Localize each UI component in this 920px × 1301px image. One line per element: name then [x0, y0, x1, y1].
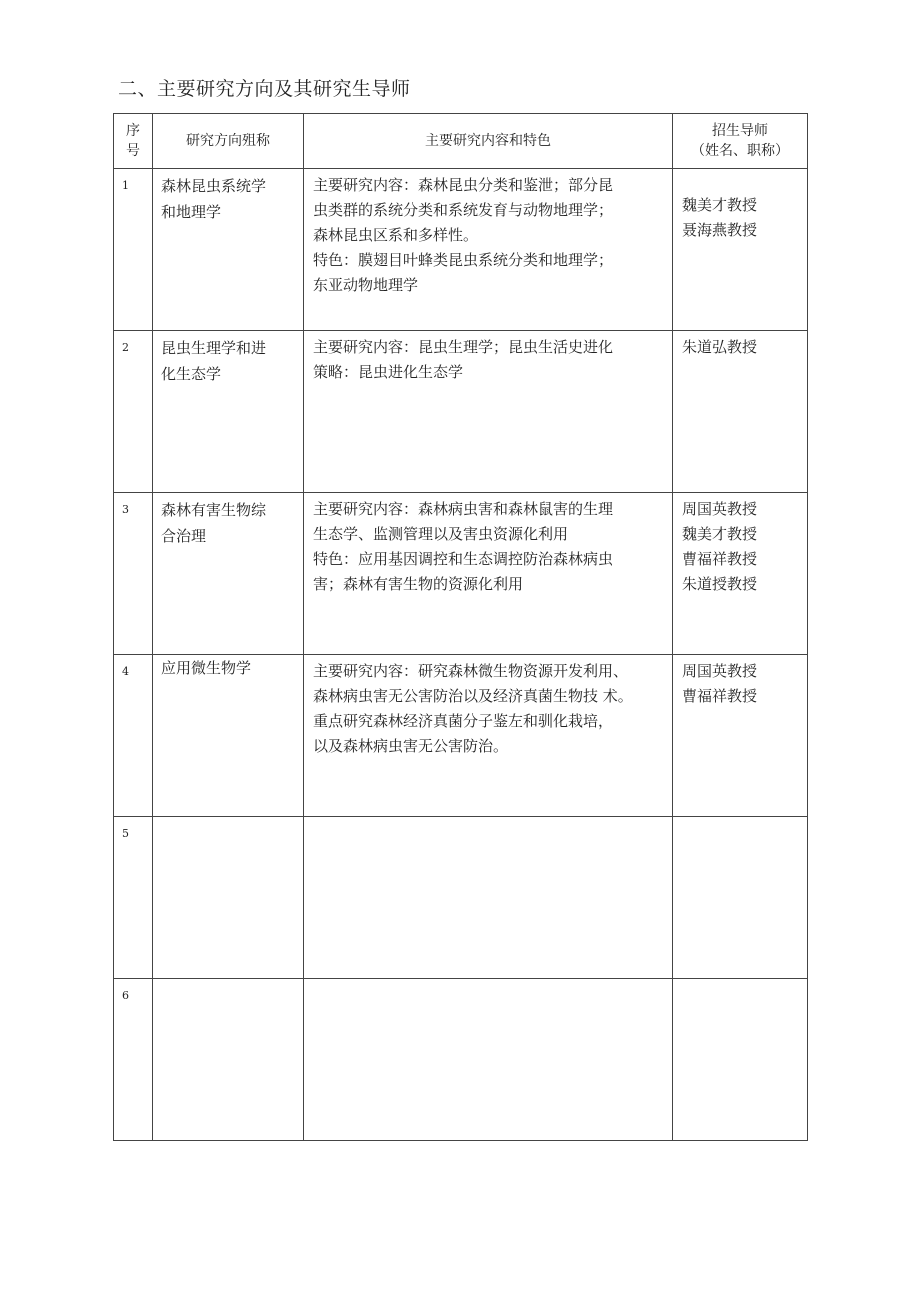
row-index: 3 [114, 493, 153, 655]
row-content [304, 169, 673, 331]
direction-name-line: 和地理学 [161, 203, 222, 221]
row-advisors [673, 169, 808, 331]
row-content [304, 655, 673, 817]
row-index: 1 [114, 169, 153, 331]
row-advisors [673, 655, 808, 817]
direction-name-line: 昆虫生理学和进 [161, 339, 267, 357]
header-content: 主要研究内容和特色 [304, 114, 673, 169]
advisor-name: 魏美才教授 [682, 196, 758, 214]
content-line: 害；森林有害生物的资源化利用 [313, 575, 524, 593]
section-title: 二、主要研究方向及其研究生导师 [118, 78, 411, 100]
direction-name-line: 森林有害生物综 [161, 501, 267, 519]
header-advisor: 招生导师 （姓名、职称） [673, 114, 808, 169]
direction-name-line: 合治理 [161, 527, 207, 545]
row-content [304, 979, 673, 1141]
row-content [304, 817, 673, 979]
advisor-name: 朱道弘教授 [682, 338, 758, 356]
row-content [304, 493, 673, 655]
row-advisors [673, 817, 808, 979]
row-index: 4 [114, 655, 153, 817]
advisor-name: 朱道授教授 [682, 575, 758, 593]
table-row [114, 169, 808, 331]
content-line: 森林昆虫区系和多样性。 [313, 226, 479, 244]
content-line: 虫类群的系统分类和系统发育与动物地理学； [313, 201, 614, 219]
research-directions-table [113, 113, 808, 1141]
advisor-name: 魏美才教授 [682, 525, 758, 543]
row-advisors [673, 493, 808, 655]
advisor-name: 聂海燕教授 [682, 221, 758, 239]
content-line: 特色：膜翅目叶蜂类昆虫系统分类和地理学； [313, 251, 614, 269]
row-index: 6 [114, 979, 153, 1141]
content-line: 生态学、监测管理以及害虫资源化利用 [313, 525, 569, 543]
direction-name-line: 化生态学 [161, 365, 222, 383]
content-line: 主要研究内容：森林病虫害和森林鼠害的生理 [313, 500, 614, 518]
row-advisors [673, 979, 808, 1141]
content-line: 以及森林病虫害无公害防治。 [313, 737, 509, 755]
table-row [114, 331, 808, 493]
table-row [114, 493, 808, 655]
row-direction-name [153, 493, 304, 655]
content-line: 特色：应用基因调控和生态调控防治森林病虫 [313, 550, 614, 568]
row-advisors [673, 331, 808, 493]
content-line: 东亚动物地理学 [313, 276, 419, 294]
row-index: 2 [114, 331, 153, 493]
header-direction: 研究方向殂称 [153, 114, 304, 169]
content-line: 主要研究内容：昆虫生理学；昆虫生活史进化 [313, 338, 614, 356]
row-direction-name [153, 655, 304, 817]
advisor-name: 曹福祥教授 [682, 550, 758, 568]
direction-name-line: 应用微生物学 [161, 659, 252, 677]
content-line: 主要研究内容：森林昆虫分类和鉴泄；部分昆 [313, 176, 614, 194]
content-line: 主要研究内容：研究森林微生物资源开发利用、 [313, 662, 629, 680]
content-line: 策略：昆虫进化生态学 [313, 363, 464, 381]
table-row [114, 979, 808, 1141]
content-line: 森林病虫害无公害防治以及经济真菌生物技 术。 [313, 687, 633, 705]
row-content [304, 331, 673, 493]
advisor-name: 周国英教授 [682, 500, 758, 518]
table-row [114, 817, 808, 979]
row-direction-name [153, 169, 304, 331]
row-direction-name [153, 817, 304, 979]
table-header-row [114, 114, 808, 169]
advisor-name: 曹福祥教授 [682, 687, 758, 705]
content-line: 重点研究森林经济真菌分子鉴左和驯化栽培， [313, 712, 614, 730]
row-index: 5 [114, 817, 153, 979]
header-index: 序 号 [114, 114, 153, 169]
row-direction-name [153, 331, 304, 493]
row-direction-name [153, 979, 304, 1141]
direction-name-line: 森林昆虫系统学 [161, 177, 267, 195]
table-row [114, 655, 808, 817]
advisor-name: 周国英教授 [682, 662, 758, 680]
